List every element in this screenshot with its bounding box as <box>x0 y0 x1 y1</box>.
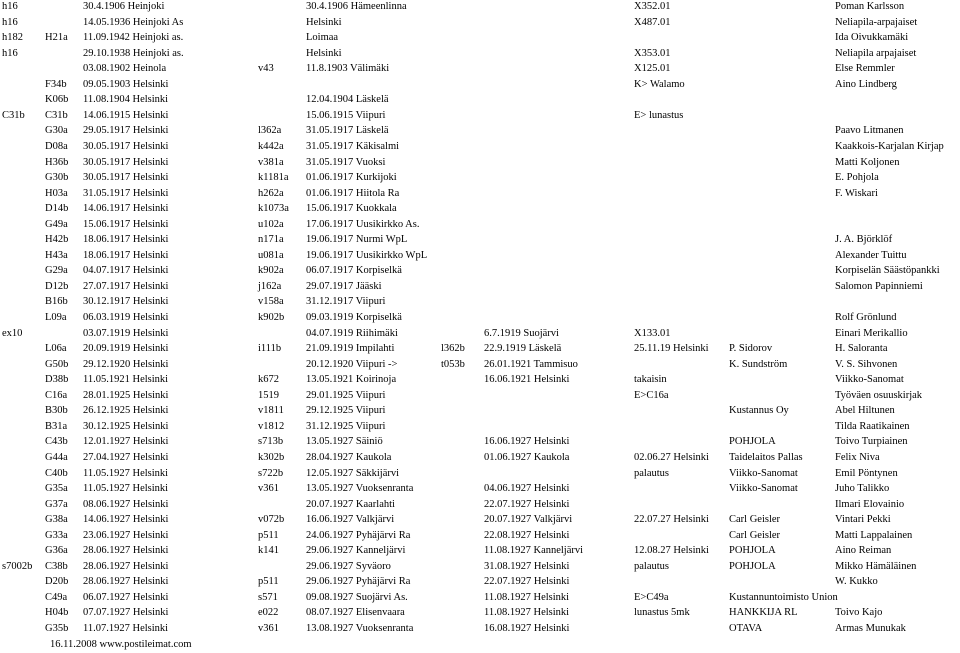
table-row <box>0 513 960 529</box>
cell-stamp-code: k902b <box>258 312 285 323</box>
cell-publisher: Viikko-Sanomat <box>729 483 798 495</box>
cell-recipient: Rolf Grönlund <box>835 312 897 323</box>
table-row <box>0 31 960 47</box>
cell-stamp-code: i111b <box>258 343 282 355</box>
cell-stamp-code: l362a <box>258 125 282 137</box>
cell-note: 22.07.27 Helsinki <box>634 514 709 526</box>
cell-arrival-date-place: 29.07.1917 Jääski <box>306 280 382 292</box>
cell-sent-date-place: 11.07.1927 Helsinki <box>83 623 169 634</box>
cell-further-date-place: 6.7.1919 Suojärvi <box>484 327 559 339</box>
cell-catalog-code: G35b <box>45 623 69 634</box>
cell-recipient: Ilmari Elovainio <box>835 498 905 510</box>
cell-catalog-code: D38b <box>45 374 69 386</box>
cell-stamp-code: j162a <box>258 280 282 292</box>
cell-catalog-code: D14b <box>45 203 69 215</box>
cell-arrival-date-place: Helsinki <box>306 47 342 59</box>
cell-note: lunastus 5mk <box>634 607 690 619</box>
cell-recipient: Matti Lappalainen <box>835 529 913 541</box>
table-row <box>0 575 960 591</box>
table-row <box>0 451 960 467</box>
cell-note: X133.01 <box>634 327 671 339</box>
cell-sent-date-place: 26.12.1925 Helsinki <box>83 405 169 417</box>
cell-catalog-code: C40b <box>45 467 68 479</box>
cell-recipient: Neliapila arpajaiset <box>835 47 917 59</box>
cell-arrival-date-place: Helsinki <box>306 16 342 28</box>
cell-stamp-code: k302b <box>258 451 285 463</box>
cell-arrival-date-place: 28.04.1927 Kaukola <box>306 451 392 463</box>
cell-recipient: F. Wiskari <box>835 187 878 199</box>
cell-catalog-code: H03a <box>45 187 68 199</box>
cell-sent-date-place: 30.05.1917 Helsinki <box>83 172 169 184</box>
cell-further-date-place: 22.9.1919 Läskelä <box>484 343 562 355</box>
cell-sent-date-place: 27.07.1917 Helsinki <box>83 280 169 292</box>
cell-recipient: Mikko Hämäläinen <box>835 560 917 572</box>
table-row <box>0 622 960 638</box>
cell-sent-date-place: 20.09.1919 Helsinki <box>83 343 169 355</box>
cell-publisher: HANKKIJA RL <box>729 607 798 619</box>
cell-sent-date-place: 27.04.1927 Helsinki <box>83 451 169 463</box>
cell-stamp-code: k672 <box>258 374 279 386</box>
cell-arrival-date-place: 31.05.1917 Vuoksi <box>306 156 386 168</box>
cell-catalog-code: G49a <box>45 218 68 230</box>
table-row <box>0 544 960 560</box>
cell-arrival-date-place: 13.08.1927 Vuoksenranta <box>306 623 414 634</box>
cell-further-date-place: 22.07.1927 Helsinki <box>484 576 570 588</box>
cell-further-date-place: 11.08.1927 Kanneljärvi <box>484 545 584 557</box>
cell-recipient: J. A. Björklöf <box>835 234 893 246</box>
cell-sent-date-place: 18.06.1917 Helsinki <box>83 234 169 246</box>
cell-recipient: Korpiselän Säästöpankki <box>835 265 940 277</box>
table-row <box>0 171 960 187</box>
cell-recipient: W. Kukko <box>835 576 878 588</box>
cell-note: takaisin <box>634 374 667 386</box>
table-row <box>0 467 960 483</box>
cell-note: X352.01 <box>634 1 671 12</box>
cell-catalog-code: H21a <box>45 32 68 44</box>
cell-recipient: Toivo Kajo <box>835 607 883 619</box>
cell-stamp-code: k902a <box>258 265 284 277</box>
cell-recipient: Tilda Raatikainen <box>835 420 910 432</box>
cell-arrival-date-place: 13.05.1927 Vuoksenranta <box>306 483 414 495</box>
table-row <box>0 233 960 249</box>
cell-stamp-code: v072b <box>258 514 285 526</box>
cell-publisher: POHJOLA <box>729 560 776 572</box>
cell-stamp-code: p511 <box>258 529 279 541</box>
table-row <box>0 47 960 63</box>
cell-recipient: Felix Niva <box>835 451 880 463</box>
cell-stamp-code: p511 <box>258 576 279 588</box>
cell-note: 25.11.19 Helsinki <box>634 343 709 355</box>
cell-stamp-code: e022 <box>258 607 279 619</box>
cell-arrival-date-place: 20.07.1927 Kaarlahti <box>306 498 395 510</box>
cell-recipient: Armas Munukak <box>835 623 906 634</box>
cell-recipient: Abel Hiltunen <box>835 405 895 417</box>
cell-catalog-code: H04b <box>45 607 69 619</box>
cell-sent-date-place: 03.07.1919 Helsinki <box>83 327 169 339</box>
cell-stamp-code: v361 <box>258 483 279 495</box>
cell-sent-date-place: 30.12.1917 Helsinki <box>83 296 169 308</box>
cell-recipient: Paavo Litmanen <box>835 125 904 137</box>
table-row <box>0 16 960 32</box>
cell-stamp-code: v158a <box>258 296 284 308</box>
cell-sent-date-place: 18.06.1917 Helsinki <box>83 249 169 261</box>
cell-catalog-code: G35a <box>45 483 68 495</box>
cell-catalog-code: G29a <box>45 265 68 277</box>
cell-catalog-code: C49a <box>45 591 68 603</box>
cell-note: X353.01 <box>634 47 671 59</box>
table-row <box>0 373 960 389</box>
cell-note: E> lunastus <box>634 109 684 121</box>
table-row <box>0 591 960 607</box>
table-row <box>0 420 960 436</box>
cell-sent-date-place: 03.08.1902 Heinola <box>83 63 167 75</box>
cell-catalog-code: H42b <box>45 234 69 246</box>
cell-catalog-code: G33a <box>45 529 68 541</box>
cell-publisher: POHJOLA <box>729 436 776 448</box>
cell-sent-date-place: 29.10.1938 Heinjoki as. <box>83 47 184 59</box>
cell-catalog-code: H43a <box>45 249 68 261</box>
cell-catalog-code: G37a <box>45 498 68 510</box>
cell-catalog-code: L09a <box>45 312 67 323</box>
cell-cancel-code: h16 <box>2 47 18 59</box>
cell-arrival-date-place: 30.4.1906 Hämeenlinna <box>306 1 407 12</box>
cell-recipient: Neliapila-arpajaiset <box>835 16 918 28</box>
cell-publisher: Kustannus Oy <box>729 405 789 417</box>
cell-sent-date-place: 11.05.1921 Helsinki <box>83 374 169 386</box>
table-row <box>0 124 960 140</box>
table-row <box>0 264 960 280</box>
table-row <box>0 404 960 420</box>
cell-catalog-code: D20b <box>45 576 69 588</box>
cell-catalog-code: C16a <box>45 389 68 401</box>
cell-note: K> Walamo <box>634 78 685 90</box>
cell-recipient: Aino Lindberg <box>835 78 897 90</box>
cell-catalog-code: B16b <box>45 296 68 308</box>
cell-second-code: l362b <box>441 343 465 355</box>
table-row <box>0 358 960 374</box>
cell-arrival-date-place: 17.06.1917 Uusikirkko As. <box>306 218 420 230</box>
cell-catalog-code: L06a <box>45 343 67 355</box>
cell-arrival-date-place: 19.06.1917 Nurmi WpL <box>306 234 408 246</box>
cell-stamp-code: s713b <box>258 436 284 448</box>
cell-catalog-code: G44a <box>45 451 68 463</box>
cell-catalog-code: G30b <box>45 172 69 184</box>
cell-sent-date-place: 11.09.1942 Heinjoki as. <box>83 32 184 44</box>
cell-catalog-code: C31b <box>45 109 68 121</box>
table-row <box>0 327 960 343</box>
cell-recipient: Vintari Pekki <box>835 514 891 526</box>
cell-note: 12.08.27 Helsinki <box>634 545 709 557</box>
cell-recipient: Einari Merikallio <box>835 327 908 339</box>
cell-sent-date-place: 06.07.1927 Helsinki <box>83 591 169 603</box>
cell-stamp-code: v43 <box>258 63 274 75</box>
table-row <box>0 62 960 78</box>
cell-note: palautus <box>634 560 669 572</box>
cell-recipient: Alexander Tuittu <box>835 249 907 261</box>
cell-catalog-code: K06b <box>45 94 69 106</box>
cell-recipient: Työväen osuuskirjak <box>835 389 923 401</box>
cell-arrival-date-place: 31.12.1917 Viipuri <box>306 296 386 308</box>
cell-arrival-date-place: 31.05.1917 Käkisalmi <box>306 140 400 152</box>
table-row <box>0 498 960 514</box>
cell-stamp-code: u081a <box>258 249 284 261</box>
cell-recipient: Juho Talikko <box>835 483 890 495</box>
cell-arrival-date-place: 09.03.1919 Korpiselkä <box>306 312 402 323</box>
cell-arrival-date-place: 21.09.1919 Impilahti <box>306 343 395 355</box>
cell-cancel-code: h16 <box>2 1 18 12</box>
cell-further-date-place: 16.08.1927 Helsinki <box>484 623 570 634</box>
cell-stamp-code: v1812 <box>258 420 285 432</box>
cell-sent-date-place: 14.06.1917 Helsinki <box>83 203 169 215</box>
table-row <box>0 529 960 545</box>
table-row <box>0 280 960 296</box>
cell-sent-date-place: 11.05.1927 Helsinki <box>83 483 169 495</box>
cell-sent-date-place: 11.05.1927 Helsinki <box>83 467 169 479</box>
cell-sent-date-place: 28.06.1927 Helsinki <box>83 576 169 588</box>
table-row <box>0 342 960 358</box>
table-row <box>0 156 960 172</box>
cell-cancel-code: ex10 <box>2 327 23 339</box>
cell-arrival-date-place: 19.06.1917 Uusikirkko WpL <box>306 249 428 261</box>
cell-arrival-date-place: 31.05.1917 Läskelä <box>306 125 389 137</box>
cell-sent-date-place: 28.06.1927 Helsinki <box>83 545 169 557</box>
cell-recipient: Toivo Turpiainen <box>835 436 908 448</box>
cell-cancel-code: s7002b <box>2 560 33 572</box>
cell-sent-date-place: 15.06.1917 Helsinki <box>83 218 169 230</box>
cell-publisher: Carl Geisler <box>729 529 781 541</box>
cell-arrival-date-place: 15.06.1917 Kuokkala <box>306 203 397 215</box>
cell-arrival-date-place: 12.04.1904 Läskelä <box>306 94 389 106</box>
cell-catalog-code: C43b <box>45 436 68 448</box>
cell-cancel-code: h182 <box>2 32 23 44</box>
cell-arrival-date-place: 16.06.1927 Valkjärvi <box>306 514 395 526</box>
cell-stamp-code: u102a <box>258 218 284 230</box>
cell-stamp-code: k141 <box>258 545 279 557</box>
cell-sent-date-place: 06.03.1919 Helsinki <box>83 312 169 323</box>
table-row <box>0 606 960 622</box>
cell-publisher: Kustannuntoimisto Union <box>729 591 838 603</box>
cell-note: palautus <box>634 467 669 479</box>
cell-catalog-code: G36a <box>45 545 68 557</box>
cell-arrival-date-place: 15.06.1915 Viipuri <box>306 109 386 121</box>
cell-recipient: E. Pohjola <box>835 172 879 184</box>
cell-further-date-place: 20.07.1927 Valkjärvi <box>484 514 573 526</box>
cell-arrival-date-place: 11.8.1903 Välimäki <box>306 63 390 75</box>
cell-further-date-place: 16.06.1921 Helsinki <box>484 374 570 386</box>
cell-publisher: K. Sundström <box>729 358 788 370</box>
cell-arrival-date-place: 20.12.1920 Viipuri -> <box>306 358 398 370</box>
cell-sent-date-place: 14.06.1915 Helsinki <box>83 109 169 121</box>
cell-sent-date-place: 30.05.1917 Helsinki <box>83 156 169 168</box>
table-row <box>0 435 960 451</box>
cell-note: E>C16a <box>634 389 669 401</box>
cell-stamp-code: k1073a <box>258 203 289 215</box>
cell-arrival-date-place: 12.05.1927 Säkkijärvi <box>306 467 400 479</box>
cell-note: E>C49a <box>634 591 669 603</box>
cell-second-code: t053b <box>441 358 465 370</box>
cell-sent-date-place: 09.05.1903 Helsinki <box>83 78 169 90</box>
table-row <box>0 389 960 405</box>
table-row <box>0 0 960 16</box>
cell-arrival-date-place: 01.06.1917 Hiitola Ra <box>306 187 400 199</box>
cell-further-date-place: 31.08.1927 Helsinki <box>484 560 570 572</box>
cell-recipient: Matti Koljonen <box>835 156 900 168</box>
table-row <box>0 249 960 265</box>
cell-recipient: Kaakkois-Karjalan Kirjap <box>835 140 944 152</box>
cell-recipient: Ida Oivukkamäki <box>835 32 909 44</box>
cell-stamp-code: s571 <box>258 591 278 603</box>
cell-catalog-code: H36b <box>45 156 69 168</box>
cell-cancel-code: C31b <box>2 109 25 121</box>
cell-further-date-place: 16.06.1927 Helsinki <box>484 436 570 448</box>
cell-stamp-code: s722b <box>258 467 284 479</box>
cell-recipient: Poman Karlsson <box>835 1 905 12</box>
cell-sent-date-place: 30.05.1917 Helsinki <box>83 140 169 152</box>
cell-recipient: Aino Reiman <box>835 545 892 557</box>
cell-cancel-code: h16 <box>2 16 18 28</box>
table-row <box>0 140 960 156</box>
cell-arrival-date-place: Loimaa <box>306 32 339 44</box>
cell-publisher: P. Sidorov <box>729 343 773 355</box>
cell-publisher: Viikko-Sanomat <box>729 467 798 479</box>
cell-arrival-date-place: 01.06.1917 Kurkijoki <box>306 172 397 184</box>
cell-publisher: Carl Geisler <box>729 514 781 526</box>
cell-catalog-code: C38b <box>45 560 68 572</box>
cell-further-date-place: 01.06.1927 Kaukola <box>484 451 570 463</box>
cell-publisher: POHJOLA <box>729 545 776 557</box>
cell-sent-date-place: 07.07.1927 Helsinki <box>83 607 169 619</box>
cell-sent-date-place: 30.4.1906 Heinjoki <box>83 1 165 12</box>
cell-publisher: OTAVA <box>729 623 763 634</box>
cell-arrival-date-place: 29.06.1927 Pyhäjärvi Ra <box>306 576 411 588</box>
cell-note: X487.01 <box>634 16 671 28</box>
cell-sent-date-place: 31.05.1917 Helsinki <box>83 187 169 199</box>
cell-recipient: Salomon Papinniemi <box>835 280 923 292</box>
table-row <box>0 560 960 576</box>
cell-sent-date-place: 30.12.1925 Helsinki <box>83 420 169 432</box>
cell-catalog-code: B30b <box>45 405 68 417</box>
cell-recipient: H. Saloranta <box>835 343 888 355</box>
cell-sent-date-place: 11.08.1904 Helsinki <box>83 94 169 106</box>
cell-stamp-code: k442a <box>258 140 284 152</box>
cell-further-date-place: 22.07.1927 Helsinki <box>484 498 570 510</box>
cell-catalog-code: G50b <box>45 358 69 370</box>
cell-recipient: Emil Pöntynen <box>835 467 898 479</box>
cell-catalog-code: B31a <box>45 420 68 432</box>
cell-catalog-code: D12b <box>45 280 69 292</box>
table-row <box>0 93 960 109</box>
cell-sent-date-place: 04.07.1917 Helsinki <box>83 265 169 277</box>
cell-arrival-date-place: 29.01.1925 Viipuri <box>306 389 386 401</box>
cell-recipient: Viikko-Sanomat <box>835 374 904 386</box>
cell-arrival-date-place: 29.06.1927 Syväoro <box>306 560 391 572</box>
table-row <box>0 295 960 311</box>
cell-stamp-code: k1181a <box>258 172 289 184</box>
cell-stamp-code: v361 <box>258 623 279 634</box>
cell-arrival-date-place: 06.07.1917 Korpiselkä <box>306 265 402 277</box>
cell-stamp-code: h262a <box>258 187 284 199</box>
cell-stamp-code: v1811 <box>258 405 284 417</box>
cell-catalog-code: G38a <box>45 514 68 526</box>
cell-arrival-date-place: 08.07.1927 Elisenvaara <box>306 607 405 619</box>
cell-recipient: Else Remmler <box>835 63 895 75</box>
cell-arrival-date-place: 29.12.1925 Viipuri <box>306 405 386 417</box>
cell-further-date-place: 04.06.1927 Helsinki <box>484 483 570 495</box>
cell-further-date-place: 11.08.1927 Helsinki <box>484 607 570 619</box>
cell-arrival-date-place: 09.08.1927 Suojärvi As. <box>306 591 408 603</box>
cell-sent-date-place: 28.06.1927 Helsinki <box>83 560 169 572</box>
cell-arrival-date-place: 13.05.1927 Säiniö <box>306 436 383 448</box>
cell-further-date-place: 11.08.1927 Helsinki <box>484 591 570 603</box>
cell-sent-date-place: 14.05.1936 Heinjoki As <box>83 16 184 28</box>
footer-note: 16.11.2008 www.postileimat.com <box>50 639 192 650</box>
cell-stamp-code: n171a <box>258 234 284 246</box>
cell-stamp-code: 1519 <box>258 389 279 401</box>
cell-note: X125.01 <box>634 63 671 75</box>
cell-recipient: V. S. Sihvonen <box>835 358 898 370</box>
table-row <box>0 218 960 234</box>
cell-sent-date-place: 29.12.1920 Helsinki <box>83 358 169 370</box>
cell-sent-date-place: 14.06.1927 Helsinki <box>83 514 169 526</box>
cell-sent-date-place: 12.01.1927 Helsinki <box>83 436 169 448</box>
cell-arrival-date-place: 29.06.1927 Kanneljärvi <box>306 545 406 557</box>
cell-catalog-code: G30a <box>45 125 68 137</box>
cell-sent-date-place: 28.01.1925 Helsinki <box>83 389 169 401</box>
cell-arrival-date-place: 13.05.1921 Koirinoja <box>306 374 397 386</box>
cell-sent-date-place: 29.05.1917 Helsinki <box>83 125 169 137</box>
cell-further-date-place: 22.08.1927 Helsinki <box>484 529 570 541</box>
cell-arrival-date-place: 04.07.1919 Riihimäki <box>306 327 398 339</box>
table-row <box>0 187 960 203</box>
cell-catalog-code: F34b <box>45 78 67 90</box>
table-row <box>0 109 960 125</box>
cell-sent-date-place: 08.06.1927 Helsinki <box>83 498 169 510</box>
table-row <box>0 311 960 327</box>
cell-arrival-date-place: 31.12.1925 Viipuri <box>306 420 386 432</box>
cell-publisher: Taidelaitos Pallas <box>729 451 803 463</box>
cell-catalog-code: D08a <box>45 140 68 152</box>
cell-sent-date-place: 23.06.1927 Helsinki <box>83 529 169 541</box>
table-row <box>0 202 960 218</box>
table-row <box>0 482 960 498</box>
cell-stamp-code: v381a <box>258 156 284 168</box>
table-row <box>0 78 960 94</box>
cell-note: 02.06.27 Helsinki <box>634 451 709 463</box>
cell-further-date-place: 26.01.1921 Tammisuo <box>484 358 578 370</box>
cell-arrival-date-place: 24.06.1927 Pyhäjärvi Ra <box>306 529 411 541</box>
